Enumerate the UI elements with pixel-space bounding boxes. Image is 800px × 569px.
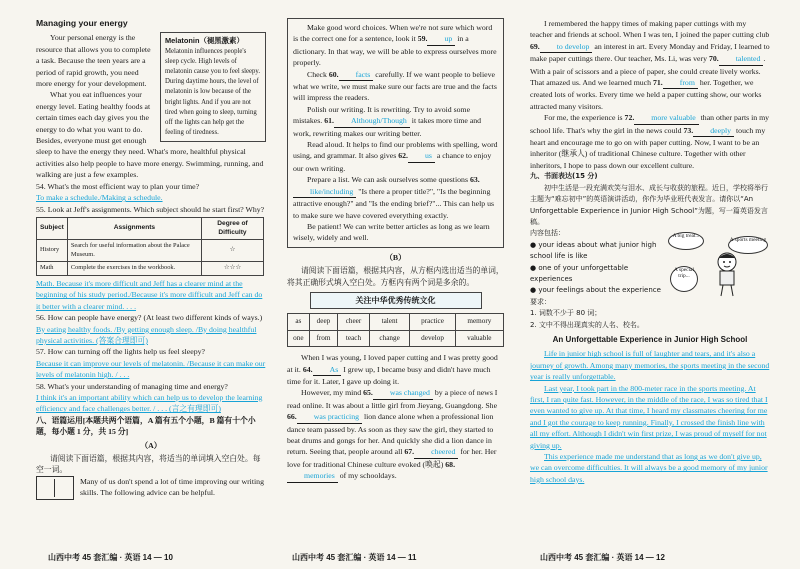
answer-58: I think it's an important ability which can help us to develop the learning efficiency and face challenges better. / . . . (言之有理即可): [36, 392, 263, 414]
word: deep: [309, 314, 338, 330]
answer-54: To make a schedule./Making a schedule.: [36, 193, 163, 203]
paragraph: Prepare a list. We can ask ourselves some questions 63.like/including "Is there a proper title?", "Is the beginning attractive enough?" and "Is the ending brief?"... This can help us to make sure we have covered everything exactly.: [293, 175, 495, 220]
passage-title: Managing your energy: [36, 18, 128, 28]
blank-72[interactable]: more valuable: [634, 112, 698, 124]
student-figure-icon: [702, 248, 752, 298]
table-header: Degree of Difficulty: [201, 217, 263, 239]
blank-61[interactable]: Although/Though: [334, 115, 410, 127]
table-header: Subject: [37, 217, 68, 239]
table-cell: ☆☆☆: [201, 262, 263, 276]
word: teach: [338, 330, 370, 346]
answer-57: Because it can improve our levels of melatonin. /Because it can make our levels of melatonin high. / . . .: [36, 358, 266, 380]
essay-paragraph: Life in junior high school is full of laughter and tears, and it's also a journey of growth. Among many memories, the sports meeting in the second year is really unforgettable.: [530, 349, 770, 382]
page-footer: 山西中考 45 套汇编 · 英语 14 — 11: [292, 553, 417, 562]
word: practice: [410, 314, 455, 330]
content-label: 内容包括：: [530, 229, 565, 238]
paragraph: For me, the experience is 72. more valuable than other parts in my school life. That's why the girl in the news could 73. deeply touch my heart and encourage me to go on with paper cutting. Now, I want to be an inheritor (继承人) of traditional Chinese culture. Together with other inheritors, I hope to pass down our excellent culture.: [530, 113, 770, 170]
passage-a-start: [36, 476, 266, 499]
blank-59[interactable]: up: [427, 33, 455, 45]
answer-56: By eating healthy foods. /By getting enough sleep. /By doing healthful physical activities. (答案合理即可): [36, 324, 257, 345]
column-left: [36, 18, 266, 545]
book-icon: [36, 476, 74, 500]
blank-71[interactable]: from: [663, 77, 698, 89]
speech-bubble: A big treat...: [668, 232, 704, 250]
page-footer: 山西中考 45 套汇编 · 英语 14 — 12: [540, 553, 665, 562]
question-57: 57. How can turning off the lights help us feel sleepy?: [36, 347, 205, 357]
blank-69[interactable]: to develop: [540, 41, 593, 53]
table-cell: History: [37, 240, 68, 262]
paragraph: Be patient! We can write better articles as long as we learn wisely, widely and well.: [293, 221, 490, 243]
word: cheer: [338, 314, 370, 330]
melatonin-text: Melatonin influences people's sleep cycle. High levels of melatonin cause you to feel sleepy. During daytime hours, the level of melatonin is low because of the bright lights. And if you are not tired when going to sleep, turning off the lights can help get the feeling of tiredness.: [165, 47, 261, 137]
assignment-table: [36, 217, 264, 276]
bullet-item: ● your feelings about the experience: [530, 286, 661, 295]
table-row: [37, 240, 264, 262]
word-box: [287, 313, 504, 347]
paragraph: Make good word choices. When we're not sure which word is the correct one for a sentence, look it 59. up in a dictionary. In that way, we will be able to express ourselves more properly.: [293, 23, 497, 68]
paragraph: Polish our writing. It is rewriting. Try to avoid some mistakes. 61. Although/Though it takes more time and work, rewriting makes our writing better.: [293, 104, 482, 138]
requirement: 2. 文中不得出现真实的人名、校名。: [530, 320, 644, 329]
paragraph: When I was young, I loved paper cutting and I was pretty good at it. 64. As I grew up, I became busy and didn't have much time for it. Later, I gave up doing it.: [287, 353, 498, 386]
question-55: 55. Look at Jeff's assignments. Which subject should he start first? Why?: [36, 204, 265, 214]
answer-55: Math. Because it's more difficult and Jeff has a clearer mind at the beginning of his study period./Because it's more difficult and Jeff can do it better with a clearer mind. . . .: [36, 278, 263, 311]
table-header: Assignments: [67, 217, 201, 239]
essay-paragraph: Last year, I took part in the 800-meter race in the sports meeting. At first, I ran quite fast. However, in the middle of the race, I was so tired that I even wanted to give up. At that time, I heard my classmates cheering for me and I got the courage to keep running. Finally, I crossed the finish line with all my effort. Although I didn't win first prize, I was proud of myself for not giving up.: [530, 383, 768, 450]
melatonin-box: [160, 32, 266, 142]
word: talent: [369, 314, 410, 330]
bullet-item: ● one of your unforgettable experiences: [530, 263, 629, 283]
blank-66[interactable]: was practicing: [297, 411, 362, 423]
table-cell: Search for useful information about the Palace Museum.: [67, 240, 201, 262]
word: from: [309, 330, 338, 346]
word: valuable: [455, 330, 503, 346]
blank-73[interactable]: deeply: [693, 125, 734, 137]
paragraph: However, my mind 65. was changed by a piece of news I read online. It was about a little girl from Jieyang, Guangdong. She 66. was practicing lion dance alone when a professional lion dance team passed by. As soon as they saw the girl, they started to beat drums and gongs for her. And quickly she did a lion dance in return. Seeing that, people around all 67. cheered for her. Her love for traditional Chinese culture evoked (唤起) 68.memories of my schooldays.: [287, 387, 504, 482]
melatonin-title: Melatonin（褪黑激素）: [165, 36, 244, 46]
table-cell: ☆: [201, 240, 263, 262]
question-56: 56. How can people have energy? (At least two different kinds of ways.): [36, 313, 263, 323]
table-row: [37, 262, 264, 276]
word: change: [369, 330, 410, 346]
instruction: 请阅读下面语篇，根据其内容，从方框内选出适当的单词，将其正确形式填入空白处。方框内有两个词是多余的。: [287, 266, 504, 287]
blank-68[interactable]: memories: [287, 470, 338, 482]
blank-65[interactable]: was changed: [373, 387, 433, 399]
culture-banner: 关注中华优秀传统文化: [310, 292, 482, 309]
section-heading: 九、书面表达(15 分): [530, 172, 598, 181]
section-b-label: （B）: [385, 252, 406, 262]
section-a-label: （A）: [140, 440, 162, 450]
instruction: 请阅读下面语篇，根据其内容，将适当的单词填入空白处。每空一词。: [36, 453, 261, 475]
bullet-item: ● your ideas about what junior high school life is like: [530, 240, 657, 261]
blank-64[interactable]: As: [313, 364, 342, 376]
essay-title: An Unforgettable Experience in Junior High School: [552, 334, 748, 344]
word: develop: [410, 330, 455, 346]
paragraph: Read aloud. It helps to find our problems with spelling, word using, and grammar. It also gives 62. us a chance to enjoy our own writing.: [293, 140, 498, 173]
blank-63[interactable]: like/including: [293, 186, 356, 198]
paragraph: Your personal energy is the resource that allows you to complete a task. Because the teen years are a period of rapid growth, you need more energy for your development.: [36, 33, 151, 89]
question-58: 58. What's your understanding of managing time and energy?: [36, 381, 228, 391]
blank-60[interactable]: facts: [339, 69, 374, 81]
passage-a-box: [287, 18, 504, 248]
requirements-label: 要求：: [530, 297, 551, 306]
page-footer: 山西中考 45 套汇编 · 英语 14 — 10: [48, 553, 173, 562]
word: one: [288, 330, 310, 346]
writing-prompt: 初中生活是一段充满欢笑与泪水、成长与收获的旅程。近日，学校将举行主题为“难忘初中”的英语演讲活动，你作为毕业班代表发言。请你以“An Unforgettable Experience in Junior High School”为题，写一篇英语发言稿。: [530, 183, 768, 226]
section-heading: 八、语篇运用[本题共两个语篇，A 篇有五个小题，B 篇有十个小题，每小题 1 分，共 15 分]: [36, 415, 256, 437]
table-cell: Math: [37, 262, 68, 276]
blank-67[interactable]: cheered: [414, 446, 458, 458]
word: memory: [455, 314, 503, 330]
blank-70[interactable]: talented: [719, 53, 764, 65]
word: as: [288, 314, 310, 330]
paragraph: Check 60. facts carefully. If we want people to believe what we write, we must make sure our facts are true and the facts will impress the readers.: [293, 69, 497, 103]
column-middle: [287, 18, 504, 545]
speech-bubble: A special trip...: [670, 266, 698, 292]
column-right: [530, 18, 770, 545]
cartoon-illustration: [666, 230, 770, 300]
paragraph: Many of us don't spend a lot of time improving our writing skills. The following advice can be helpful.: [80, 476, 264, 498]
paragraph: I remembered the happy times of making paper cuttings with my teacher and friends at school. When I was ten, I joined the paper cutting club 69. to develop an interest in art. Every Monday and Friday, I learned to make paper cuttings there. Our teacher, Ms. Li, was very 70. talented . With a pair of scissors and a piece of paper, she could create lively works. That amazed us. And we learned much 71. from her. Together, we created lots of works. Every time we held a paper cutting show, our works attracted many visitors.: [530, 19, 770, 111]
table-cell: Complete the exercises in the workbook.: [67, 262, 201, 276]
requirement: 1. 词数不少于 80 词；: [530, 309, 602, 318]
blank-62[interactable]: us: [408, 150, 435, 162]
speech-bubble: A sports meeting: [728, 236, 768, 254]
paragraph: What you eat influences your energy level. Eating healthy foods at certain times each day gives you the energy to do what you want to do. Besides, everyone must get enough sleep to have the energy they need. What's more, healthful physical activities also help people to have more energy. Swimming, running, and walking are just a few examples.: [36, 90, 264, 180]
essay-paragraph: This experience made me understand that as long as we don't give up, we can overcome difficulties. It will always be a good memory of my junior high school days.: [530, 452, 768, 484]
question-54: 54. What's the most efficient way to plan your time?: [36, 181, 200, 191]
